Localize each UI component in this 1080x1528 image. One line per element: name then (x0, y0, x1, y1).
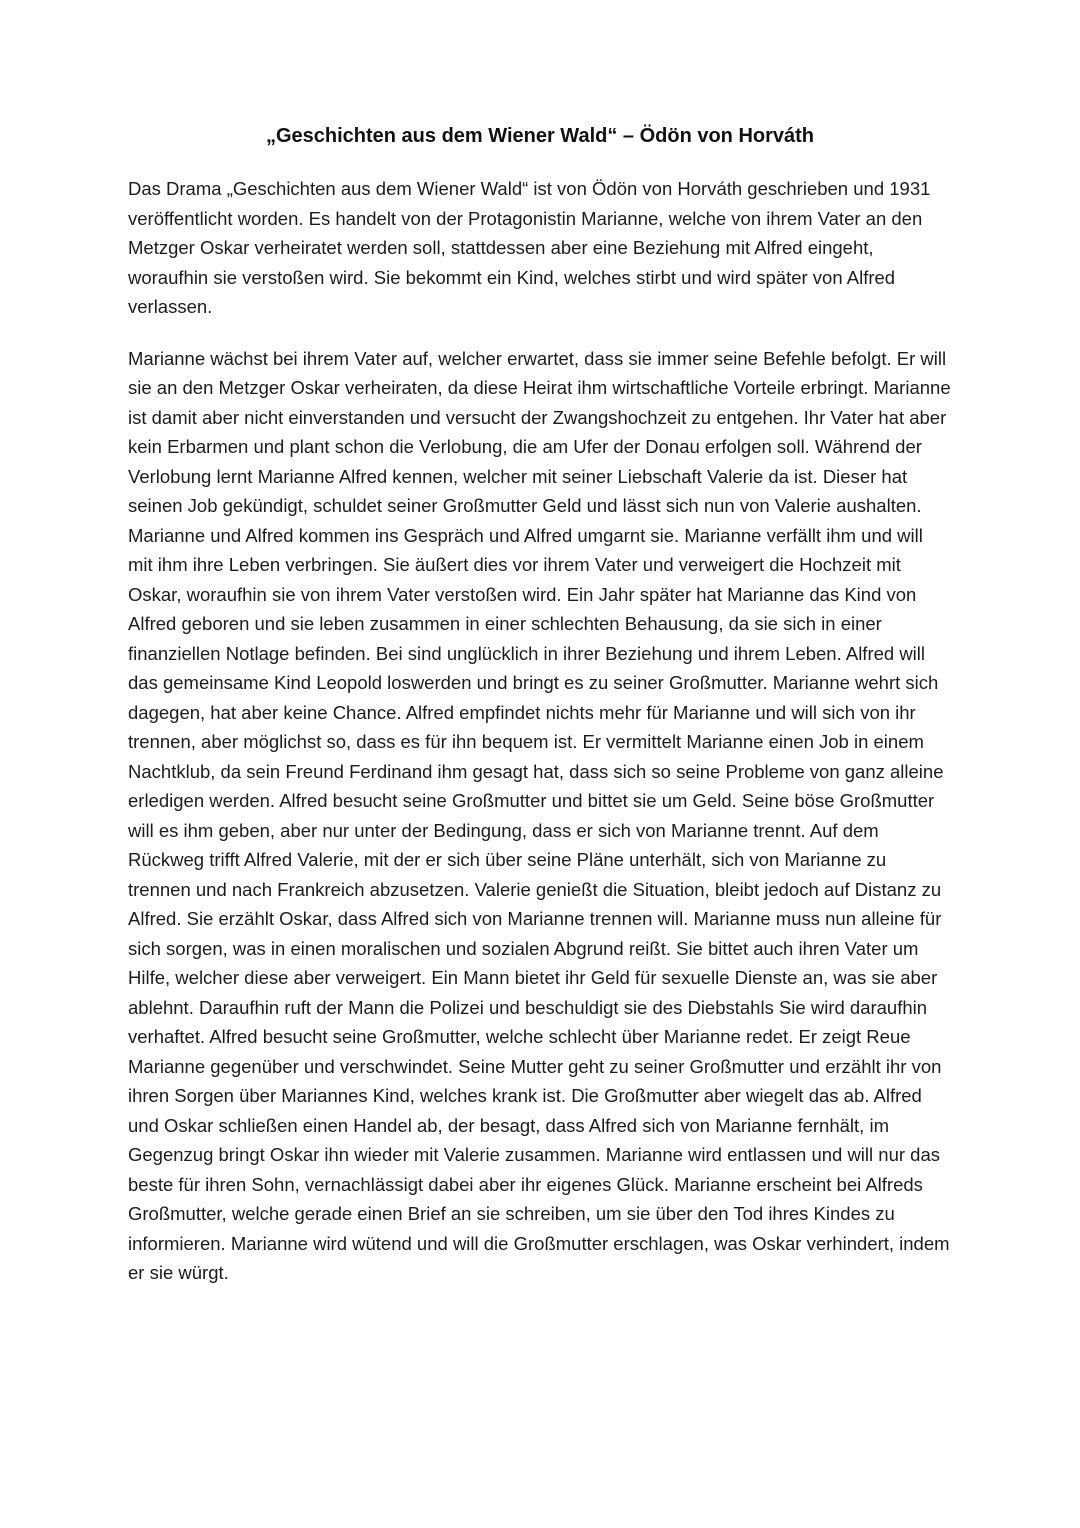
document-content (128, 122, 952, 1310)
document-title: „Geschichten aus dem Wiener Wald“ – Ödön von Horváth (265, 125, 815, 147)
paragraph-plot: Marianne wächst bei ihrem Vater auf, welcher erwartet, dass sie immer seine Befehle befolgt. Er will sie an den Metzger Oskar verheiraten, da diese Heirat ihm wirtschaftliche Vorteile erbringt. Marianne ist damit aber nicht einverstanden und versucht der Zwangshochzeit zu entgehen. Ihr Vater hat aber kein Erbarmen und plant schon die Verlobung, die am Ufer der Donau erfolgen soll. Während der Verlobung lernt Marianne Alfred kennen, welcher mit seiner Liebschaft Valerie da ist. Dieser hat seinen Job gekündigt, schuldet seiner Großmutter Geld und lässt sich nun von Valerie aushalten. Marianne und Alfred kommen ins Gespräch und Alfred umgarnt sie. Marianne verfällt ihm und will mit ihm ihre Leben verbringen. Sie äußert dies vor ihrem Vater und verweigert die Hochzeit mit Oskar, woraufhin sie von ihrem Vater verstoßen wird. Ein Jahr später hat Marianne das Kind von Alfred geboren und sie leben zusammen in einer schlechten Behausung, da sie sich in einer finanziellen Notlage befinden. Bei sind unglücklich in ihrer Beziehung und ihrem Leben. Alfred will das gemeinsame Kind Leopold loswerden und bringt es zu seiner Großmutter. Marianne wehrt sich dagegen, hat aber keine Chance. Alfred empfindet nichts mehr für Marianne und will sich von ihr trennen, aber möglichst so, dass es für ihn bequem ist. Er vermittelt Marianne einen Job in einem Nachtklub, da sein Freund Ferdinand ihm gesagt hat, dass sich so seine Probleme von ganz alleine erledigen werden. Alfred besucht seine Großmutter und bittet sie um Geld. Seine böse Großmutter will es ihm geben, aber nur unter der Bedingung, dass er sich von Marianne trennt. Auf dem Rückweg trifft Alfred Valerie, mit der er sich über seine Pläne unterhält, sich von Marianne zu trennen und nach Frankreich abzusetzen. Valerie genießt die Situation, bleibt jedoch auf Distanz zu Alfred. Sie erzählt Oskar, dass Alfred sich von Marianne trennen will. Marianne muss nun alleine für sich sorgen, was in einen moralischen und sozialen Abgrund reißt. Sie bittet auch ihren Vater um Hilfe, welcher diese aber verweigert. Ein Mann bietet ihr Geld für sexuelle Dienste an, was sie aber ablehnt. Daraufhin ruft der Mann die Polizei und beschuldigt sie des Diebstahls Sie wird daraufhin verhaftet. Alfred besucht seine Großmutter, welche schlecht über Marianne redet. Er zeigt Reue Marianne gegenüber und verschwindet. Seine Mutter geht zu seiner Großmutter und erzählt ihr von ihren Sorgen über Mariannes Kind, welches krank ist. Die Großmutter aber wiegelt das ab. Alfred und Oskar schließen einen Handel ab, der besagt, dass Alfred sich von Marianne fernhält, im Gegenzug bringt Oskar ihn wieder mit Valerie zusammen. Marianne wird entlassen und will nur das beste für ihren Sohn, vernachlässigt dabei aber ihr eigenes Glück. Marianne erscheint bei Alfreds Großmutter, welche gerade einen Brief an sie schreiben, um sie über den Tod ihres Kindes zu informieren. Marianne wird wütend und will die Großmutter erschlagen, was Oskar verhindert, indem er sie würgt. (128, 347, 951, 1283)
paragraph-summary: Das Drama „Geschichten aus dem Wiener Wald“ ist von Ödön von Horváth geschrieben und 1931 veröffentlicht worden. Es handelt von der Protagonistin Marianne, welche von ihrem Vater an den Metzger Oskar verheiratet werden soll, stattdessen aber eine Beziehung mit Alfred eingeht, woraufhin sie verstoßen wird. Sie bekommt ein Kind, welches stirbt und wird später von Alfred verlassen. (128, 178, 931, 317)
